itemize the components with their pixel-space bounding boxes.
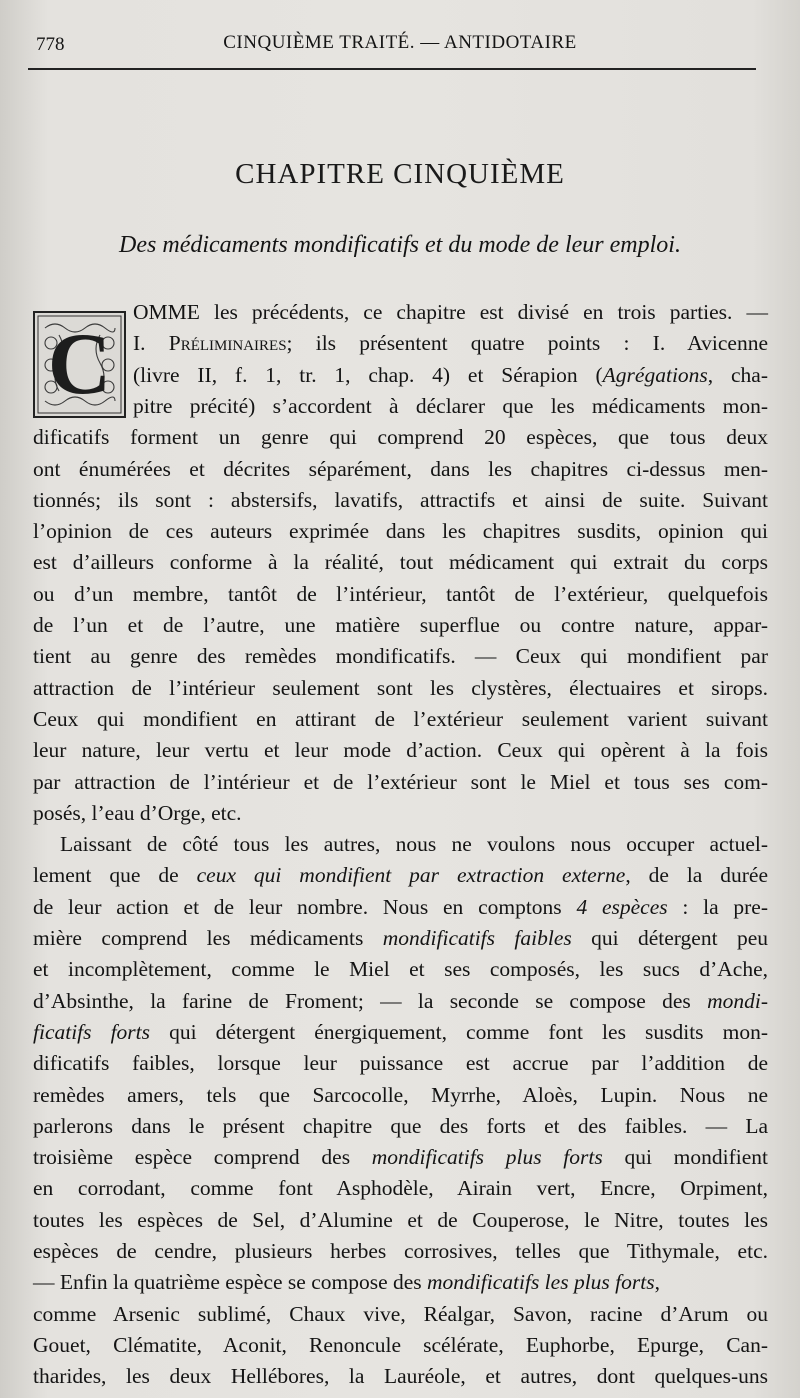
text-line — [33, 1267, 768, 1297]
text-run: troisième espèce comprend des — [33, 1145, 372, 1170]
text-line — [33, 1111, 768, 1141]
italic-text: 4 espèces — [576, 894, 668, 919]
text-line — [33, 1048, 768, 1078]
text-line — [33, 986, 768, 1016]
text-run: parlerons dans le présent chapitre que des forts et des faibles. — La — [33, 1113, 768, 1138]
text-line — [33, 767, 768, 797]
text-run: tionnés; ils sont : abstersifs, lavatifs, attractifs et ainsi de suite. Suivant — [33, 487, 768, 512]
text-run: en corrodant, comme font Asphodèle, Airain vert, Encre, Orpiment, — [33, 1176, 768, 1201]
small-caps-text: OMME — [133, 300, 200, 324]
text-line — [33, 641, 768, 671]
text-line — [33, 860, 768, 890]
text-line — [33, 798, 768, 828]
text-line — [60, 829, 768, 859]
text-line — [33, 954, 768, 984]
small-caps-text: Préliminaires — [168, 331, 287, 356]
text-line — [33, 1142, 768, 1172]
text-line — [33, 673, 768, 703]
text-run: comme Arsenic sublimé, Chaux vive, Réalgar, Savon, racine d’Arum ou — [33, 1301, 768, 1326]
text-run: lement que de — [33, 863, 197, 888]
text-line — [133, 297, 768, 327]
text-run: : la pre- — [667, 894, 768, 919]
text-run: Gouet, Clématite, Aconit, Renoncule scélérate, Euphorbe, Epurge, Can- — [33, 1332, 768, 1357]
text-line — [133, 391, 768, 421]
text-line — [33, 1236, 768, 1266]
header-rule — [28, 68, 756, 70]
text-run: par attraction de l’intérieur et de l’extérieur sont le Miel et tous ses com- — [33, 769, 768, 794]
text-line — [33, 516, 768, 546]
text-line — [33, 1017, 768, 1047]
text-line — [33, 923, 768, 953]
text-run: et incomplètement, comme le Miel et ses composés, les sucs d’Ache, — [33, 957, 768, 982]
running-title: CINQUIÈME TRAITÉ. — ANTIDOTAIRE — [223, 32, 577, 53]
text-run: qui détergent énergiquement, comme font les susdits mon- — [150, 1019, 768, 1044]
text-run: tharides, les deux Hellébores, la Lauréole, et autres, dont quelques-uns — [33, 1364, 768, 1389]
text-line — [33, 485, 768, 515]
text-run: dificatifs faibles, lorsque leur puissance est accrue par l’addition de — [33, 1051, 768, 1076]
text-line — [33, 422, 768, 452]
text-run: , — [654, 1270, 660, 1295]
text-run: attraction de l’intérieur seulement sont les clystères, électuaires et sirops. — [33, 675, 768, 700]
text-run: ont énumérées et décrites séparément, dans les chapitres ci-dessus men- — [33, 456, 768, 481]
ornamental-drop-cap — [33, 311, 126, 418]
text-line — [33, 704, 768, 734]
text-run: Ceux qui mondifient en attirant de l’extérieur seulement varient suivant — [33, 706, 768, 731]
text-run: (livre II, f. 1, tr. 1, chap. 4) et Sérapion ( — [133, 362, 603, 387]
text-line — [33, 735, 768, 765]
text-run: , cha- — [707, 362, 768, 387]
text-line — [33, 547, 768, 577]
text-run: leur nature, leur vertu et leur mode d’action. Ceux qui opèrent à la fois — [33, 738, 768, 763]
page-header — [30, 30, 770, 60]
text-run: est d’ailleurs conforme à la réalité, tout médicament qui extrait du corps — [33, 550, 768, 575]
text-run: pitre précité) s’accordent à déclarer que les médicaments mon- — [133, 393, 768, 418]
text-run: de l’un et de l’autre, une matière superflue ou contre nature, appar- — [33, 613, 768, 637]
text-line — [33, 1205, 768, 1235]
text-line — [33, 1330, 768, 1360]
text-run: tient au genre des remèdes mondificatifs. — Ceux qui mondifient par — [33, 644, 768, 669]
text-run: qui détergent peu — [571, 926, 768, 950]
text-run: I. — [133, 331, 169, 356]
text-run: , de la durée — [625, 863, 768, 888]
chapter-title: CHAPITRE CINQUIÈME — [235, 158, 565, 190]
text-line — [33, 579, 768, 609]
text-run: de leur action et de leur nombre. Nous en comptons — [33, 894, 577, 919]
text-run: — Enfin la quatrième espèce se compose des — [33, 1270, 428, 1295]
italic-text: ficatifs forts — [33, 1019, 151, 1044]
text-line — [33, 610, 768, 640]
text-line — [33, 454, 768, 484]
chapter-subtitle: Des médicaments mondificatifs et du mode de leur emploi. — [119, 232, 681, 258]
text-line — [33, 1080, 768, 1110]
text-line — [33, 1361, 768, 1391]
text-run: dificatifs forment un genre qui comprend 20 espèces, que tous deux — [33, 425, 768, 450]
text-run: mière comprend les médicaments — [33, 926, 383, 950]
text-line — [133, 328, 768, 358]
text-run: posés, l’eau d’Orge, etc. — [33, 800, 242, 825]
text-run: qui mondifient — [602, 1145, 768, 1170]
text-run: l’opinion de ces auteurs exprimée dans les chapitres susdits, opinion qui — [33, 519, 768, 544]
italic-text: Agrégations — [602, 362, 708, 387]
text-run: ; ils présentent quatre points : I. Avicenne — [286, 331, 768, 356]
text-run: Laissant de côté tous les autres, nous ne voulons nous occuper actuel- — [60, 832, 768, 857]
text-run: les précédents, ce chapitre est divisé en trois parties. — — [199, 300, 768, 324]
drop-cap-letter: C — [47, 315, 112, 413]
text-line — [33, 1299, 768, 1329]
italic-text: mondificatifs plus forts — [371, 1145, 603, 1170]
italic-text: ceux qui mondifient par extraction externe — [196, 863, 626, 888]
text-run: remèdes amers, tels que Sarcocolle, Myrrhe, Aloès, Lupin. Nous ne — [33, 1082, 768, 1107]
text-line — [33, 1173, 768, 1203]
text-run: d’Absinthe, la farine de Froment; — la seconde se compose des — [33, 988, 708, 1013]
text-run: espèces de cendre, plusieurs herbes corrosives, telles que Tithymale, etc. — [33, 1239, 768, 1263]
text-line — [133, 360, 768, 390]
text-run: ou d’un membre, tantôt de l’intérieur, tantôt de l’extérieur, quelquefois — [33, 581, 768, 606]
text-line — [33, 892, 768, 922]
italic-text: mondificatifs faibles — [382, 926, 572, 950]
page-number: 778 — [36, 34, 65, 55]
italic-text: mondificatifs les plus forts — [427, 1270, 655, 1295]
text-run: toutes les espèces de Sel, d’Alumine et de Couperose, le Nitre, toutes les — [33, 1207, 768, 1232]
italic-text: mondi- — [707, 988, 768, 1013]
